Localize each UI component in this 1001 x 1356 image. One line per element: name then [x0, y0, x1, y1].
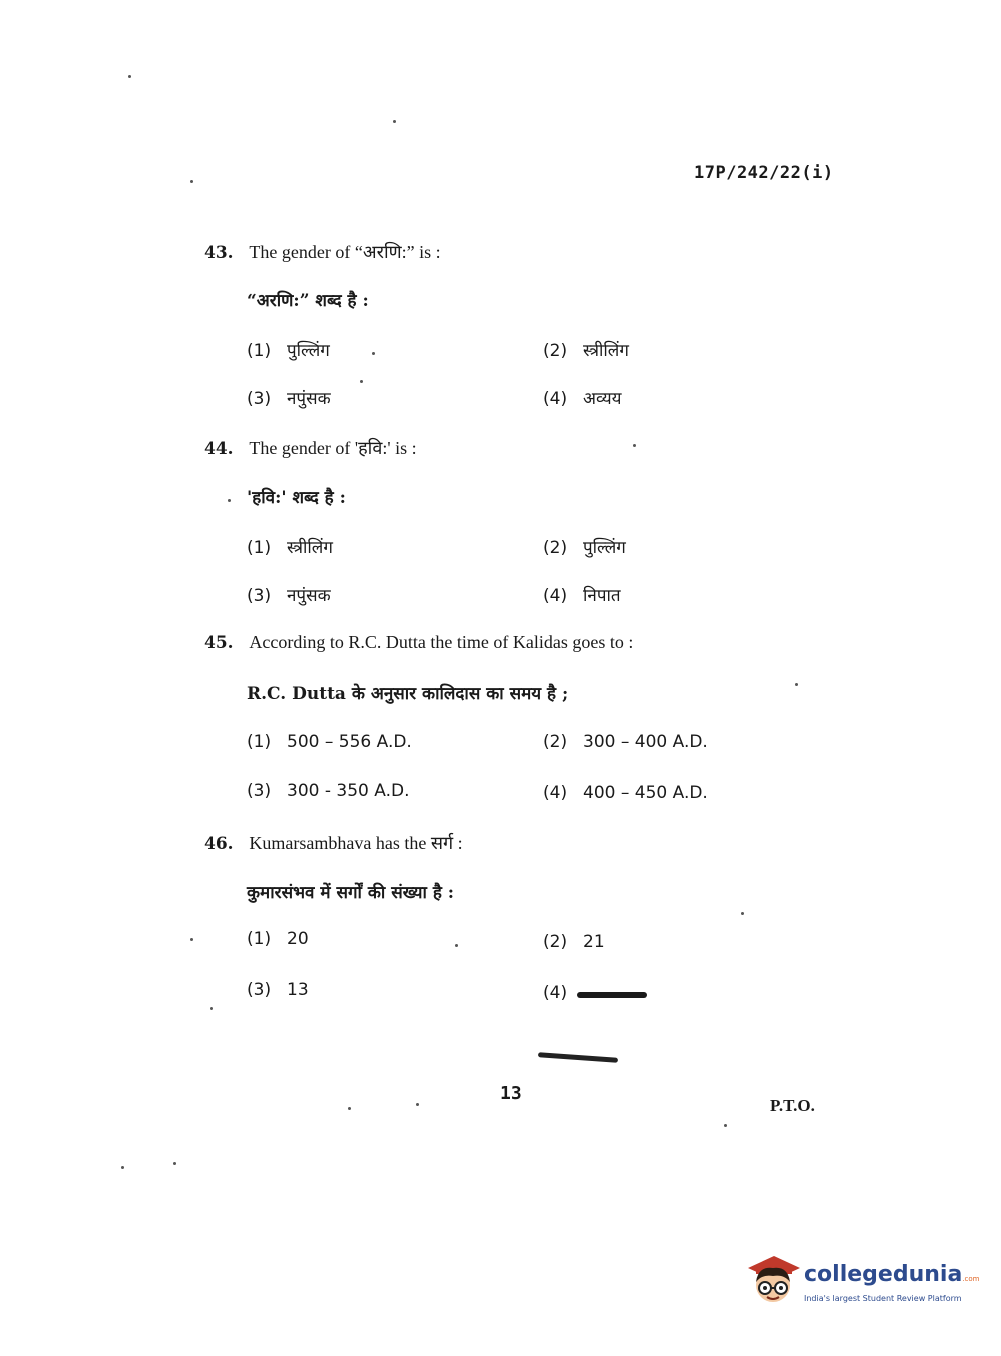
ink-smudge	[538, 1052, 618, 1063]
question-44	[204, 436, 417, 460]
scan-speck	[173, 1162, 176, 1165]
option	[247, 781, 409, 801]
option	[543, 338, 629, 361]
option-text: 21	[583, 932, 605, 952]
option-text: अव्यय	[583, 389, 622, 409]
option	[247, 386, 331, 409]
option-text: 13	[287, 980, 309, 1000]
option-number: (2)	[543, 932, 568, 952]
option-number: (4)	[543, 783, 568, 803]
option-text: पुल्लिंग	[287, 341, 330, 361]
option-number: (3)	[247, 781, 272, 801]
option	[247, 535, 333, 558]
option	[543, 732, 708, 752]
logo-domain-suffix: .com	[962, 1275, 980, 1283]
scan-speck	[795, 683, 798, 686]
scan-speck	[190, 938, 193, 941]
option-number: (4)	[543, 983, 568, 1003]
question-number: 45.	[204, 633, 234, 653]
question-43	[204, 240, 441, 264]
logo-wordmark	[804, 1262, 979, 1287]
option-text: 400 – 450 A.D.	[583, 783, 708, 803]
scan-speck	[210, 1007, 213, 1010]
option-text: नपुंसक	[287, 586, 331, 606]
option-text: 300 - 350 A.D.	[287, 781, 410, 801]
scan-speck	[128, 75, 131, 78]
question-text-english: The gender of “अरणि:” is :	[249, 242, 441, 262]
option	[247, 929, 309, 949]
ink-strike-mark	[577, 992, 647, 998]
option	[247, 338, 330, 361]
option-number: (1)	[247, 341, 272, 361]
option	[543, 783, 708, 803]
option-number: (4)	[543, 389, 568, 409]
scan-speck	[348, 1107, 351, 1110]
option-number: (3)	[247, 389, 272, 409]
option-text: निपात	[583, 586, 621, 606]
scan-speck	[393, 120, 396, 123]
paper-code: 17P/242/22(i)	[694, 163, 834, 183]
question-number: 46.	[204, 834, 234, 854]
scan-speck	[228, 499, 231, 502]
option	[543, 583, 621, 606]
option	[543, 932, 605, 952]
scan-speck	[416, 1103, 419, 1106]
option	[247, 583, 331, 606]
option-text: पुल्लिंग	[583, 538, 626, 558]
option-number: (3)	[247, 586, 272, 606]
scan-speck	[121, 1166, 124, 1169]
scan-speck	[724, 1124, 727, 1127]
scan-speck	[360, 380, 363, 383]
question-text-english: According to R.C. Dutta the time of Kalidas goes to :	[249, 632, 634, 652]
question-text-hindi: R.C. Dutta के अनुसार कालिदास का समय है ;	[247, 684, 569, 704]
scan-speck	[633, 444, 636, 447]
question-45	[204, 632, 633, 653]
option	[543, 535, 626, 558]
scan-speck	[455, 944, 458, 947]
scan-speck	[372, 352, 375, 355]
question-text-english: Kumarsambhava has the सर्ग :	[249, 833, 463, 853]
option-number: (1)	[247, 929, 272, 949]
option-text: स्त्रीलिंग	[583, 341, 629, 361]
option-number: (3)	[247, 980, 272, 1000]
question-text-english: The gender of 'हवि:' is :	[249, 438, 417, 458]
option-number: (2)	[543, 341, 568, 361]
option	[543, 386, 622, 409]
option-text: 300 – 400 A.D.	[583, 732, 708, 752]
page-number: 13	[500, 1083, 522, 1104]
collegedunia-logo	[744, 1252, 980, 1312]
option-text: स्त्रीलिंग	[287, 538, 333, 558]
option-text: नपुंसक	[287, 389, 331, 409]
option-number: (1)	[247, 538, 272, 558]
option-text: 20	[287, 929, 309, 949]
option-number: (1)	[247, 732, 272, 752]
logo-name-text: collegedunia	[804, 1262, 963, 1287]
mascot-face-icon	[744, 1252, 802, 1310]
option-number: (4)	[543, 586, 568, 606]
pto-label: P.T.O.	[770, 1096, 815, 1115]
question-text-hindi: “अरणि:” शब्द है :	[247, 291, 369, 311]
logo-tagline: India's largest Student Review Platform	[804, 1294, 962, 1303]
option-text: 500 – 556 A.D.	[287, 732, 412, 752]
option-number: (2)	[543, 732, 568, 752]
question-number: 44.	[204, 439, 234, 459]
option-number: (2)	[543, 538, 568, 558]
scan-speck	[741, 912, 744, 915]
question-text-hindi: 'हवि:' शब्द है :	[247, 488, 346, 508]
question-46	[204, 831, 463, 855]
scan-speck	[190, 180, 193, 183]
option	[247, 980, 309, 1000]
question-number: 43.	[204, 243, 234, 263]
option	[247, 732, 412, 752]
question-text-hindi: कुमारसंभव में सर्गों की संख्या है :	[247, 883, 455, 903]
